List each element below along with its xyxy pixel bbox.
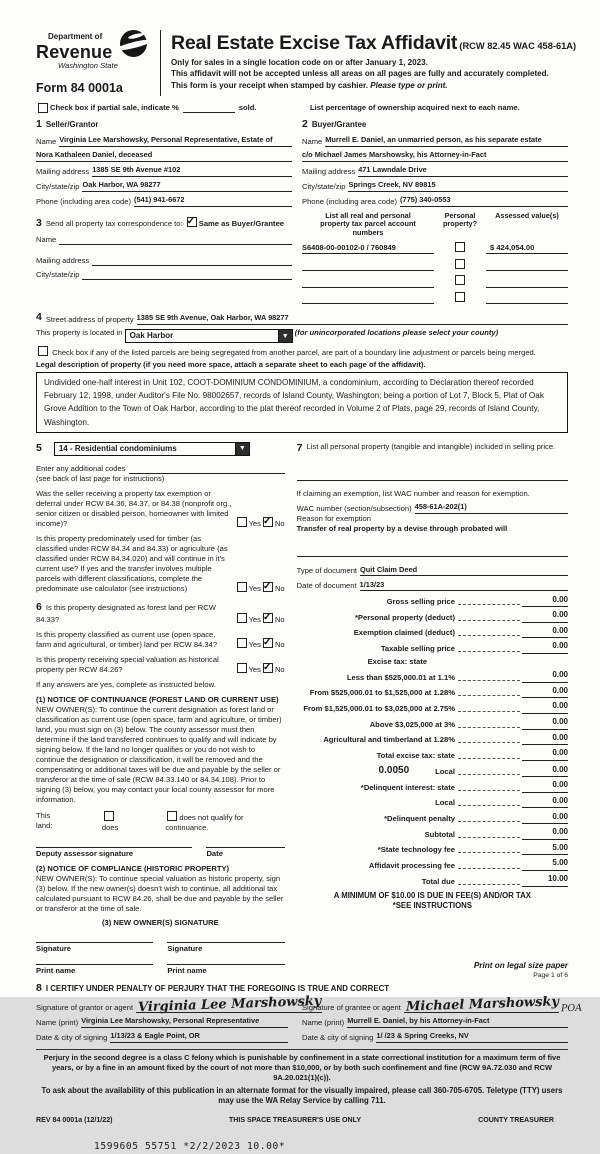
form-header bbox=[36, 30, 577, 96]
notice1-title: (1) NOTICE OF CONTINUANCE (FOREST LAND OR CURRENT USE) bbox=[36, 694, 279, 704]
seller-name-label: Name bbox=[36, 136, 57, 146]
buyer-heading: Buyer/Grantee bbox=[311, 120, 367, 130]
tax-row: Taxable selling price 0.00 bbox=[380, 641, 568, 653]
street-address-label: Street address of property bbox=[45, 314, 134, 324]
dept-line: Department of bbox=[48, 32, 103, 41]
tax-row: Above $3,025,000 at 3% 0.00 bbox=[369, 717, 568, 729]
page-number: Page 1 of 6 bbox=[533, 972, 568, 980]
correspondence-city-label: City/state/zip bbox=[36, 269, 80, 279]
legal-description-field[interactable]: Undivided one-half interest in Unit 102, COOT-DOMINIUM CONDOMINIUM, a condominium, according to Declaration thereof recorded February 12, 1998, under Auditor's File No. 98002657, records of Island County, Washington; being a portion of Lot 7, Block 5, Plat of Oak Grove Addition to the Town of Oak Harbor, according to the plat thereof recorded in Volume 2 of Plats, page 29, records of Island County, Washington. bbox=[36, 372, 568, 433]
correspondence-mailing-field[interactable] bbox=[92, 255, 292, 266]
buyer-mailing-field[interactable]: 471 Lawndale Drive bbox=[358, 165, 568, 177]
doc-date-label: Date of document bbox=[296, 581, 357, 591]
parcel-col-accounts: List all real and personal property tax parcel account numbers bbox=[320, 210, 416, 238]
new-owner-printname-row bbox=[36, 964, 285, 976]
tax-value-field[interactable]: 5.00 bbox=[522, 858, 568, 871]
tax-value-field[interactable]: 0.00 bbox=[522, 765, 568, 778]
partial-sale-row bbox=[36, 103, 568, 113]
grantor-date-field[interactable]: 1/13/23 & Eagle Point, OR bbox=[110, 1031, 288, 1043]
grantee-date-field[interactable]: 1/ /23 & Spring Creeks, NV bbox=[376, 1031, 568, 1043]
form-title-rcw: (RCW 82.45 WAC 458-61A) bbox=[459, 41, 577, 51]
perjury-notice: Perjury in the second degree is a class C felony which is punishable by confinement in a state correctional institution for a maximum term of five years, or by a fine in an amount fixed by the court of not more than $10,000, or by both such confinement and fine (RCW 9A.72.030 and RCW 9A.20.021(1)(c)). bbox=[36, 1049, 568, 1083]
additional-codes-field[interactable] bbox=[129, 463, 285, 474]
correspondence-name-label: Name bbox=[36, 234, 57, 244]
certification-statement: I CERTIFY UNDER PENALTY OF PERJURY THAT THE FOREGOING IS TRUE AND CORRECT bbox=[45, 984, 390, 994]
section-3-number: 3 bbox=[36, 216, 42, 229]
grantor-name-label: Name (print) bbox=[36, 1017, 79, 1027]
type-or-print-note: Please type or print. bbox=[370, 81, 448, 91]
partial-sale-percent-field[interactable] bbox=[183, 104, 235, 113]
doc-date-field[interactable]: 1/13/23 bbox=[360, 580, 568, 592]
parcel-row bbox=[302, 242, 568, 254]
current-use-no-checkbox[interactable] bbox=[263, 638, 273, 648]
excise-heading: Excise tax: state bbox=[367, 656, 428, 666]
grantor-signature-field[interactable]: Virginia Lee Marshowsky bbox=[137, 993, 322, 1016]
grantee-date-label: Date & city of signing bbox=[302, 1032, 374, 1042]
personal-property-checkbox-1[interactable] bbox=[455, 242, 465, 252]
tax-value-field[interactable]: 0.00 bbox=[522, 796, 568, 809]
forest-land-question: 6 Is this property designated as forest land per RCW 84.33? Yes ✓ No bbox=[36, 601, 285, 625]
tax-value-field[interactable]: 0.00 bbox=[522, 641, 568, 654]
partial-sale-label: Check box if partial sale, indicate % bbox=[50, 103, 179, 113]
deputy-assessor-signature-field[interactable]: Deputy assessor signature bbox=[36, 847, 192, 859]
wac-label: WAC number (section/subsection) bbox=[296, 503, 412, 513]
seller-city-field[interactable]: Oak Harbor, WA 98277 bbox=[82, 180, 292, 192]
segregated-checkbox[interactable] bbox=[38, 346, 48, 356]
seller-phone-label: Phone (including area code) bbox=[36, 196, 131, 206]
additional-codes-label: Enter any additional codes bbox=[36, 463, 126, 473]
timber-question: Is this property predominately used for timber (as classified under RCW 84.34 and 84.33) or agriculture (as classified under RCW 84.34.020) and will continue in it's current use? If yes and the transfer involves multiple parcels with different classifications, complete the predominate use calculator (see instructions) Yes ✓ No bbox=[36, 534, 285, 594]
section-1-number: 1 bbox=[36, 118, 42, 131]
section-8-number: 8 bbox=[36, 982, 42, 995]
seller-phone-field[interactable]: (541) 941-6672 bbox=[134, 195, 292, 207]
correspondence-city-field[interactable] bbox=[82, 269, 292, 280]
exemption-note: If claiming an exemption, list WAC number and reason for exemption. bbox=[296, 488, 530, 498]
section-4-number: 4 bbox=[36, 311, 42, 324]
buyer-city-label: City/state/zip bbox=[302, 181, 346, 191]
parcel-row bbox=[302, 259, 568, 271]
tax-value-field[interactable]: 0.00 bbox=[522, 610, 568, 623]
buyer-name-label: Name bbox=[302, 136, 323, 146]
assessed-value-field[interactable]: $ 424,054.00 bbox=[486, 243, 568, 254]
tax-value-field[interactable]: 5.00 bbox=[522, 843, 568, 856]
assessed-value-field[interactable] bbox=[486, 294, 568, 304]
assessed-value-field[interactable] bbox=[486, 261, 568, 271]
same-as-buyer-label: Same as Buyer/Grantee bbox=[198, 218, 285, 228]
parcel-account-field[interactable] bbox=[302, 293, 434, 304]
agency-block bbox=[36, 30, 154, 96]
legal-description-label: Legal description of property (if you need more space, attach a separate sheet to each page of the affidavit). bbox=[36, 359, 426, 369]
header-note-2: This affidavit will not be accepted unless all areas on all pages are fully and accurately completed. bbox=[171, 69, 549, 79]
tax-value-field[interactable]: 0.00 bbox=[522, 670, 568, 683]
notice1-body: NEW OWNER(S): To continue the current designation as forest land or classification as current use (open space, farm and agriculture, or timber) land, you must sign on (3) below. The county assessor must then determine if the land transferred continues to qualify and will indicate by signing below. If the land no longer qualifies or you do not wish to continue the designation or classification, it will be removed and the compensating or additional taxes will be due and payable by the seller or transferor at the time of sale (RCW 84.33.140 or 84.34.108). Prior to signing (3) below, you may contact your local county assessor for more information. bbox=[36, 704, 282, 805]
current-use-yes-checkbox[interactable] bbox=[237, 638, 247, 648]
complete-instruction: If any answers are yes, complete as instructed below. bbox=[36, 679, 216, 689]
located-in-label: This property is located in bbox=[36, 327, 123, 337]
tax-row: Affidavit processing fee 5.00 bbox=[368, 858, 568, 870]
new-owner-printname-field-2[interactable]: Print name bbox=[167, 964, 284, 976]
section-7-number: 7 bbox=[296, 441, 303, 454]
grantee-signature-field[interactable]: Michael Marshowsky bbox=[405, 994, 560, 1015]
revenue-logo-icon bbox=[120, 30, 147, 57]
exemption-no-checkbox[interactable] bbox=[263, 517, 273, 527]
timber-no-checkbox[interactable] bbox=[263, 582, 273, 592]
agency-state: Washington State bbox=[58, 60, 118, 70]
land-use-dropdown[interactable] bbox=[54, 442, 250, 456]
form-title: Real Estate Excise Tax Affidavit bbox=[171, 32, 458, 54]
tax-value-field[interactable]: 0.00 bbox=[522, 686, 568, 699]
timber-yes-checkbox[interactable] bbox=[237, 582, 247, 592]
tax-row: Less than $525,000.01 at 1.1% 0.00 bbox=[346, 670, 568, 682]
tax-row: *State technology fee 5.00 bbox=[377, 842, 568, 855]
print-note-block bbox=[474, 961, 568, 981]
parcel-account-field[interactable] bbox=[302, 277, 434, 288]
land-qualify-row: This land: does does not qualify for continuance. bbox=[36, 811, 244, 833]
chevron-down-icon[interactable]: ▼ bbox=[278, 330, 292, 342]
buyer-phone-field[interactable]: (775) 340-0553 bbox=[400, 195, 568, 207]
deputy-date-field[interactable]: Date bbox=[206, 847, 284, 859]
new-owner-signature-row bbox=[36, 942, 285, 954]
tax-value-field[interactable]: 0.00 bbox=[522, 701, 568, 714]
grantee-name-label: Name (print) bbox=[302, 1017, 345, 1027]
section-5-number: 5 bbox=[36, 441, 42, 454]
segregated-label: Check box if any of the listed parcels are being segregated from another parcel, are part of a boundary line adjustment or parcels being merged. bbox=[52, 347, 536, 357]
legal-size-note: Print on legal size paper bbox=[473, 961, 568, 971]
personal-property-checkbox-4[interactable] bbox=[455, 292, 465, 302]
correspondence-name-field[interactable] bbox=[59, 234, 292, 245]
header-divider bbox=[160, 30, 161, 96]
footer-row bbox=[36, 1116, 568, 1125]
correspondence-mailing-label: Mailing address bbox=[36, 255, 90, 265]
buyer-name-field-2[interactable]: c/o Michael James Marshowsky, his Attorney-in-Fact bbox=[302, 150, 568, 162]
rev-number: REV 84 0001a (12/1/22) bbox=[36, 1115, 113, 1124]
land-use-section bbox=[36, 442, 297, 976]
new-owner-signature-field-2[interactable]: Signature bbox=[167, 942, 284, 954]
exemption-question: Was the seller receiving a property tax exemption or deferral under RCW 84.36, 84.37, or 84.38 (nonprofit org., senior citizen or disabled person, homeowner with limited income)? Yes ✓ No bbox=[36, 489, 285, 529]
doc-type-label: Type of document bbox=[296, 566, 358, 576]
tax-row: From $1,525,000.01 to $3,025,000 at 2.75% 0.00 bbox=[303, 701, 568, 713]
grantor-name-field[interactable]: Virginia Lee Marshowsky, Personal Representative bbox=[81, 1016, 288, 1028]
historic-question: Is this property receiving special valuation as historical property per RCW 84.26? Yes ✓ No bbox=[36, 655, 285, 675]
parcel-col-personal: Personal property? bbox=[442, 210, 478, 229]
does-not-qualify-checkbox[interactable] bbox=[167, 811, 177, 821]
seller-mailing-label: Mailing address bbox=[36, 166, 90, 176]
this-land-label: This land: bbox=[36, 811, 53, 831]
seller-city-label: City/state/zip bbox=[36, 181, 80, 191]
buyer-name-field[interactable]: Murrell E. Daniel, an unmarried person, as his separate estate bbox=[325, 135, 568, 147]
historic-yes-checkbox[interactable] bbox=[237, 663, 247, 673]
located-note: (for unincorporated locations please select your county) bbox=[294, 327, 499, 337]
treasurer-space-label: THIS SPACE TREASURER'S USE ONLY bbox=[228, 1115, 362, 1124]
title-block bbox=[171, 30, 576, 96]
tax-value-field[interactable]: 0.00 bbox=[522, 748, 568, 761]
partial-sale-checkbox[interactable] bbox=[38, 103, 48, 113]
historic-no-checkbox[interactable] bbox=[263, 663, 273, 673]
personal-property-checkbox-3[interactable] bbox=[455, 275, 465, 285]
tax-value-field[interactable]: 0.00 bbox=[522, 780, 568, 793]
personal-property-checkbox-2[interactable] bbox=[455, 259, 465, 269]
reason-label: Reason for exemption bbox=[296, 513, 371, 523]
poa-annotation: POA bbox=[560, 1002, 583, 1015]
exemption-yes-checkbox[interactable] bbox=[237, 517, 247, 527]
parcel-row bbox=[302, 292, 568, 304]
new-owner-printname-field-1[interactable]: Print name bbox=[36, 964, 153, 976]
property-section bbox=[36, 311, 568, 433]
agency-name: Revenue bbox=[36, 41, 113, 62]
tax-value-field[interactable]: 0.00 bbox=[522, 812, 568, 825]
location-dropdown[interactable] bbox=[125, 329, 293, 343]
new-owner-signature-field-1[interactable]: Signature bbox=[36, 942, 153, 954]
ownership-note: List percentage of ownership acquired next to each name. bbox=[310, 103, 520, 113]
wac-field[interactable]: 458-61A-202(1) bbox=[415, 502, 568, 514]
seller-mailing-field[interactable]: 1385 SE 9th Avenue #102 bbox=[92, 165, 292, 177]
land-use-dropdown-value: 14 - Residential condominiums bbox=[58, 443, 177, 453]
grantor-sig-label: Signature of grantor or agent bbox=[36, 1002, 134, 1012]
section-6-number: 6 bbox=[36, 600, 42, 613]
buyer-mailing-label: Mailing address bbox=[302, 166, 356, 176]
seller-name-field-2[interactable]: Nora Kathaleen Daniel, deceased bbox=[36, 150, 292, 162]
chevron-down-icon[interactable]: ▼ bbox=[235, 443, 249, 455]
forest-yes-checkbox[interactable] bbox=[237, 613, 247, 623]
form-number: Form 84 0001a bbox=[36, 80, 123, 95]
tax-row: Total excise tax: state 0.00 bbox=[376, 748, 568, 760]
correspondence-section bbox=[36, 217, 292, 231]
header-note-1: Only for sales in a single location code on or after January 1, 2023. bbox=[171, 57, 428, 67]
tax-row: Exemption claimed (deduct) 0.00 bbox=[353, 625, 568, 638]
tax-row: Local 0.00 bbox=[435, 795, 568, 808]
tax-section bbox=[297, 442, 568, 976]
grantee-signature-block bbox=[302, 994, 583, 1043]
certification-section bbox=[36, 982, 583, 1043]
alternate-format-notice: To ask about the availability of this publication in an alternate format for the visually impaired, please call 360-705-6705. Teletype (TTY) users may use the WA Relay Service by calling 711. bbox=[41, 1086, 563, 1106]
codes-note: (see back of last page for instructions) bbox=[36, 473, 165, 483]
personal-property-field[interactable] bbox=[297, 472, 568, 481]
treasurer-stamp: 1599605 55751 *2/2/2023 10.00* bbox=[94, 1141, 286, 1153]
local-rate-field[interactable]: 0.0050 bbox=[378, 764, 410, 776]
assessed-value-field[interactable] bbox=[486, 278, 568, 288]
grantee-name-field[interactable]: Murrell E. Daniel, by his Attorney-in-Fact bbox=[347, 1016, 568, 1028]
county-treasurer-label: COUNTY TREASURER bbox=[478, 1115, 555, 1124]
tax-row: *Personal property (deduct) 0.00 bbox=[354, 610, 568, 622]
tax-row: Agricultural and timberland at 1.28% 0.00 bbox=[323, 732, 568, 745]
notice3-title: (3) NEW OWNER(S) SIGNATURE bbox=[101, 918, 219, 928]
parcel-account-field[interactable] bbox=[302, 260, 434, 271]
buyer-phone-label: Phone (including area code) bbox=[302, 196, 397, 206]
partial-sale-suffix: sold. bbox=[238, 103, 257, 113]
seller-heading: Seller/Grantor bbox=[45, 120, 99, 130]
grantee-sig-label: Signature of grantee or agent bbox=[302, 1002, 401, 1012]
personal-property-intro: List all personal property (tangible and intangible) included in selling price. bbox=[306, 441, 556, 451]
notice2-body: NEW OWNER(S): To continue special valuation as historic property, sign (3) below. If the new owner(s) doesn't wish to continue, all additional tax calculated pursuant to RCW 84.26, shall be due and payable by the seller or transferor at the time of sale. bbox=[36, 874, 284, 914]
grantor-signature-block bbox=[36, 993, 322, 1043]
minimum-due-note: A MINIMUM OF $10.00 IS DUE IN FEE(S) AND/OR TAX *SEE INSTRUCTIONS bbox=[333, 890, 531, 910]
correspondence-label: Send all property tax correspondence to: bbox=[45, 218, 183, 228]
parcel-table-header bbox=[302, 212, 568, 238]
same-as-buyer-checkbox[interactable] bbox=[187, 217, 197, 227]
street-address-field[interactable]: 1385 SE 9th Avenue, Oak Harbor, WA 98277 bbox=[137, 313, 568, 325]
doc-type-field[interactable]: Quit Claim Deed bbox=[360, 565, 568, 577]
exemption-divider bbox=[297, 548, 568, 557]
tax-row: Subtotal 0.00 bbox=[424, 827, 568, 839]
tax-row: *Delinquent interest: state 0.00 bbox=[360, 780, 568, 792]
tax-value-field[interactable]: 0.00 bbox=[522, 595, 568, 608]
tax-value-field[interactable]: 0.00 bbox=[522, 717, 568, 730]
grantor-date-label: Date & city of signing bbox=[36, 1032, 108, 1042]
buyer-section bbox=[302, 118, 568, 304]
tax-value-field[interactable]: 0.00 bbox=[522, 733, 568, 746]
tax-value-field[interactable]: 0.00 bbox=[522, 626, 568, 639]
parcel-row bbox=[302, 275, 568, 287]
location-dropdown-value: Oak Harbor bbox=[129, 330, 174, 340]
section-2-number: 2 bbox=[302, 118, 308, 131]
tax-row: *Delinquent penalty 0.00 bbox=[384, 811, 568, 824]
seller-section bbox=[36, 118, 302, 304]
current-use-question: Is this property classified as current use (open space, farm and agricultural, or timber) land per RCW 84.34? Yes ✓ No bbox=[36, 630, 285, 650]
notice2-title: (2) NOTICE OF COMPLIANCE (HISTORIC PROPERTY) bbox=[36, 864, 230, 874]
tax-row-local-rate: 0.0050 Local 0.00 bbox=[378, 764, 568, 777]
reason-field[interactable]: Transfer of real property by a devise through probated will bbox=[296, 523, 508, 533]
seller-name-field[interactable]: Virginia Lee Marshowsky, Personal Representative, Estate of bbox=[59, 135, 292, 147]
does-qualify-checkbox[interactable] bbox=[104, 811, 114, 821]
forest-no-checkbox[interactable] bbox=[263, 613, 273, 623]
header-note-3: This form is your receipt when stamped by cashier. Please type or print. bbox=[171, 81, 448, 91]
parcel-account-field[interactable]: S6408-00-00102-0 / 760849 bbox=[302, 243, 434, 254]
tax-row: Total due 10.00 bbox=[421, 874, 568, 886]
tax-value-field[interactable]: 0.00 bbox=[522, 827, 568, 840]
parcel-col-assessed: Assessed value(s) bbox=[495, 210, 559, 220]
tax-value-field[interactable]: 10.00 bbox=[522, 874, 568, 887]
buyer-city-field[interactable]: Springs Creek, NV 89815 bbox=[348, 180, 568, 192]
tax-row: Gross selling price 0.00 bbox=[386, 594, 568, 607]
tax-row: From $525,000.01 to $1,525,000 at 1.28% 0.00 bbox=[309, 685, 568, 698]
deputy-signature-row bbox=[36, 847, 285, 859]
